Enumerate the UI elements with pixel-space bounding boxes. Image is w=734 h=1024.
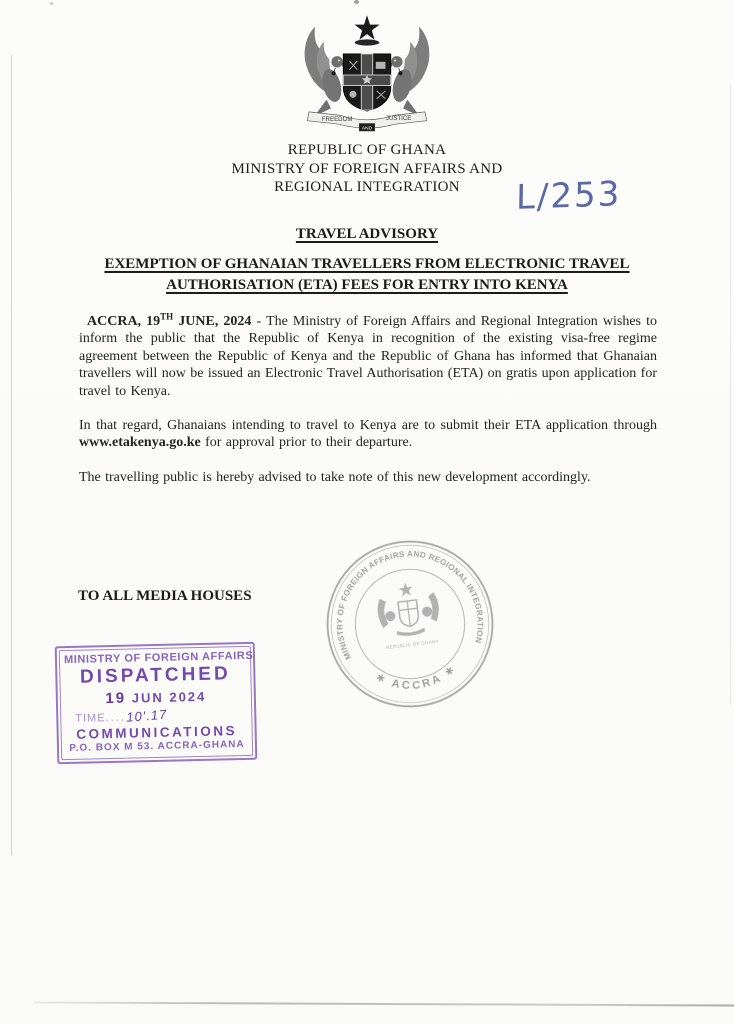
stamp-address: P.O. BOX M 53. ACCRA-GHANA <box>69 738 245 754</box>
letterhead-country: REPUBLIC OF GHANA <box>287 142 447 158</box>
dispatched-stamp-border <box>55 642 258 765</box>
letterhead-ministry: MINISTRY OF FOREIGN AFFAIRS AND <box>231 160 503 177</box>
recipient-line: TO ALL MEDIA HOUSES <box>78 588 252 604</box>
letter-body <box>79 313 657 503</box>
motto-banner <box>307 112 426 132</box>
dispatched-stamp-inner <box>59 646 253 760</box>
paragraph-3: The travelling public is hereby advised to take note of this new development accordingly. <box>79 469 591 485</box>
seal-center-caption: REPUBLIC OF GHANA <box>385 638 440 651</box>
motto-and: AND <box>361 126 373 132</box>
stamp-time-dots: .... <box>105 711 126 725</box>
seal-ring-text: MINISTRY OF FOREIGN AFFAIRS AND REGIONAL INTEGRATION <box>335 549 485 661</box>
stamp-date-rest: JUN 2024 <box>131 688 207 706</box>
subject-line-1: EXEMPTION OF GHANAIAN TRAVELLERS FROM ELECTRONIC TRAVEL <box>104 256 630 272</box>
black-star-icon <box>354 15 379 39</box>
paragraph-2 <box>79 417 657 452</box>
paragraph-2-after: for approval prior to their departure. <box>200 435 413 451</box>
dateline-separator: - <box>251 314 267 329</box>
paragraph-2-before: In that regard, Ghanaians intending to travel to Kenya are to submit their ETA application through <box>79 418 657 434</box>
subject-heading <box>0 254 734 296</box>
scan-speck <box>354 0 359 4</box>
subject-line-2: AUTHORISATION (ETA) FEES FOR ENTRY INTO KENYA <box>166 277 568 293</box>
dateline-ordinal: TH <box>160 311 174 322</box>
svg-text:∗ ACCRA ∗ <box>372 661 461 696</box>
stamp-date <box>65 687 247 708</box>
stamp-office-line: MINISTRY OF FOREIGN AFFAIRS <box>63 649 254 667</box>
letterhead <box>0 141 734 197</box>
paragraph-1-text: The Ministry of Foreign Affairs and Regional Integration wishes to inform the public that the Republic of Kenya in recognition of the existing visa-free regime agreement between the Republic of Kenya and the Republic of Ghana has informed that Ghanaian travellers will now be issued an Electronic Travel Authorisation (ETA) on gratis upon application for travel to Kenya. <box>79 314 657 399</box>
eagle-supporter-icon <box>305 27 348 117</box>
advisory-title <box>0 226 734 243</box>
scan-speck <box>50 2 53 5</box>
eta-website: www.etakenya.go.ke <box>79 435 201 451</box>
shield-icon <box>343 54 390 111</box>
eagle-supporter-icon <box>387 27 430 117</box>
seal-center-emblem <box>375 579 442 639</box>
dateline-rest: JUNE, 2024 <box>173 314 252 329</box>
handwritten-reference-number: L/253 <box>515 174 622 218</box>
seal-bottom-text: ∗ ACCRA ∗ <box>373 662 460 692</box>
scan-edge-line-bottom <box>34 1001 734 1006</box>
ministry-round-seal <box>312 526 508 722</box>
torse <box>355 39 380 45</box>
ghana-coat-of-arms <box>279 10 455 140</box>
letterhead-ministry-2: REGIONAL INTEGRATION <box>274 179 460 195</box>
stamp-time-value: 10'.17 <box>125 706 168 725</box>
advisory-title-text: TRAVEL ADVISORY <box>295 226 439 242</box>
motto-justice: JUSTICE <box>385 115 412 123</box>
stamp-status: DISPATCHED <box>79 663 231 688</box>
stamp-time <box>65 706 247 725</box>
dateline: ACCRA, 19 <box>87 314 161 329</box>
stamp-date-day: 19 <box>105 689 127 708</box>
stamp-time-label: TIME <box>75 712 106 725</box>
dispatched-stamp <box>55 642 258 765</box>
stamp-unit: COMMUNICATIONS <box>76 723 238 742</box>
motto-freedom: FREEDOM <box>321 116 353 124</box>
paragraph-1 <box>79 313 657 400</box>
